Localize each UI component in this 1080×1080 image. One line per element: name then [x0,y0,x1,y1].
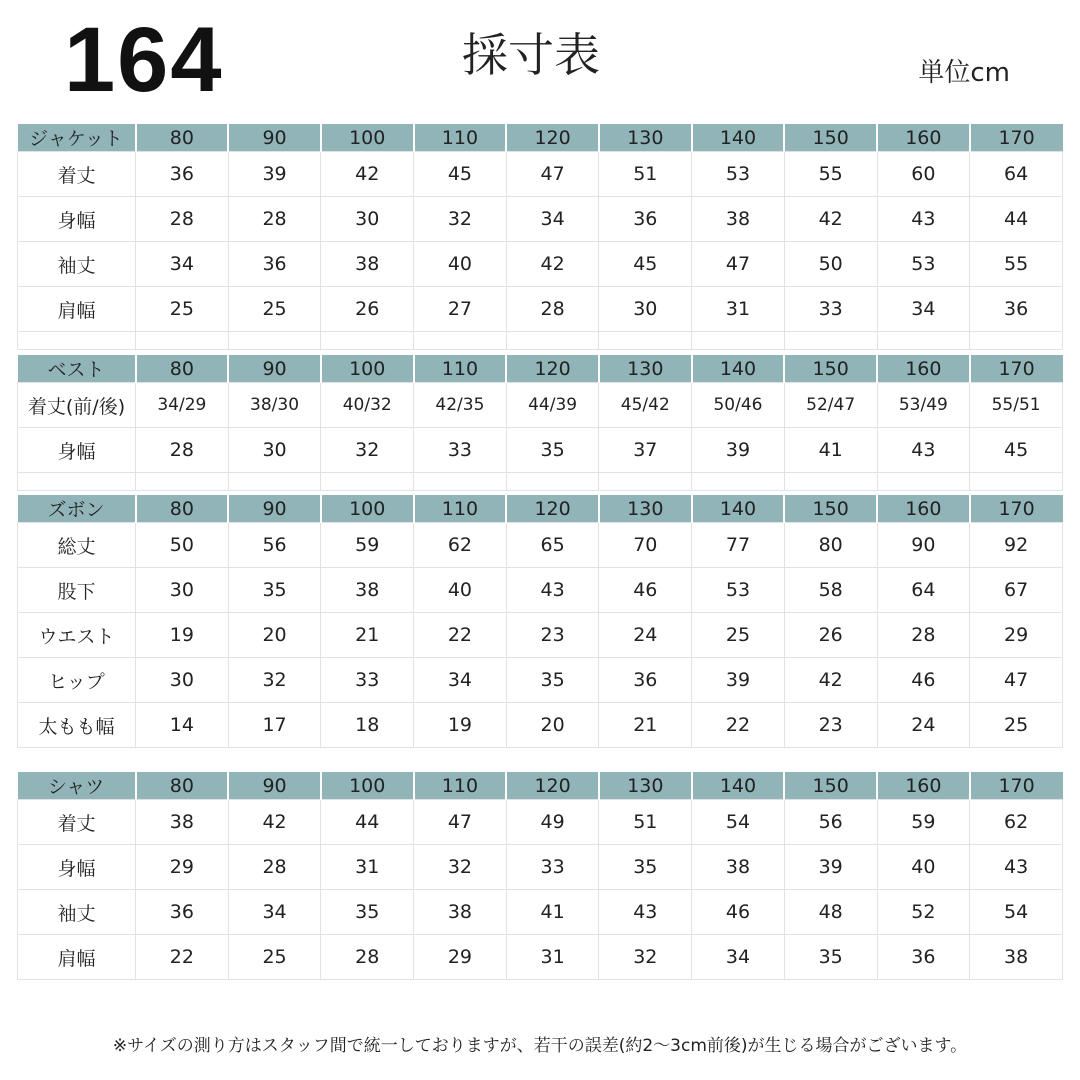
size-header: 160 [877,495,970,523]
page-title: 採寸表 [462,28,600,82]
table-cell: 46 [877,658,970,703]
size-header: 170 [970,124,1063,152]
table-header-row [18,495,1063,523]
table-cell: 30 [136,658,229,703]
table-cell: 32 [228,658,321,703]
size-header: 170 [970,772,1063,800]
table-cell: 37 [599,428,692,473]
table-cell: 67 [970,568,1063,613]
table-cell: 45 [970,428,1063,473]
table-cell: 39 [228,152,321,197]
table-cell: 19 [136,613,229,658]
table-cell: 36 [599,658,692,703]
measurement-label: 着丈 [18,152,136,197]
table-cell: 24 [599,613,692,658]
table-cell: 30 [228,428,321,473]
measurement-label: 袖丈 [18,242,136,287]
table-cell: 60 [877,152,970,197]
table-cell: 29 [136,845,229,890]
table-cell: 25 [970,703,1063,748]
size-header: 170 [970,355,1063,383]
jacket-size-table [17,124,1063,350]
empty-cell [414,473,507,491]
empty-cell [877,332,970,350]
table-header-row [18,355,1063,383]
table-cell: 43 [506,568,599,613]
table-cell: 34 [877,287,970,332]
table-cell: 25 [136,287,229,332]
table-cell: 25 [228,935,321,980]
empty-cell [599,332,692,350]
table-cell: 22 [692,703,785,748]
size-header: 80 [136,772,229,800]
measurement-label: 肩幅 [18,935,136,980]
table-cell: 32 [414,197,507,242]
table-cell: 29 [970,613,1063,658]
table-cell: 42 [321,152,414,197]
table-cell: 70 [599,523,692,568]
table-cell: 30 [599,287,692,332]
table-row [18,658,1063,703]
table-cell: 34/29 [136,383,229,428]
size-header: 140 [692,772,785,800]
size-header: 110 [414,124,507,152]
product-number: 164 [64,9,224,111]
measurement-label: 袖丈 [18,890,136,935]
table-cell: 55 [784,152,877,197]
table-cell: 55 [970,242,1063,287]
size-header: 140 [692,355,785,383]
table-cell: 36 [228,242,321,287]
table-cell: 40/32 [321,383,414,428]
table-cell: 36 [136,890,229,935]
table-cell: 36 [970,287,1063,332]
table-cell: 34 [506,197,599,242]
empty-cell [18,473,136,491]
section-name: ズボン [18,495,136,523]
size-header: 120 [506,772,599,800]
table-cell: 36 [877,935,970,980]
table-cell: 40 [414,242,507,287]
table-cell: 48 [784,890,877,935]
table-cell: 19 [414,703,507,748]
table-row [18,703,1063,748]
table-row [18,242,1063,287]
table-cell: 58 [784,568,877,613]
table-cell: 40 [414,568,507,613]
table-cell: 31 [321,845,414,890]
size-header: 100 [321,124,414,152]
table-row [18,568,1063,613]
size-header: 150 [784,355,877,383]
table-cell: 59 [877,800,970,845]
table-cell: 59 [321,523,414,568]
table-cell: 52/47 [784,383,877,428]
table-cell: 22 [414,613,507,658]
table-cell: 17 [228,703,321,748]
table-cell: 26 [321,287,414,332]
size-header: 110 [414,355,507,383]
size-header: 160 [877,772,970,800]
table-cell: 42 [784,658,877,703]
section-name: ジャケット [18,124,136,152]
size-header: 130 [599,355,692,383]
measurement-label: ウエスト [18,613,136,658]
table-cell: 39 [784,845,877,890]
table-cell: 29 [414,935,507,980]
table-cell: 38 [321,568,414,613]
table-cell: 50 [136,523,229,568]
table-cell: 20 [228,613,321,658]
table-cell: 21 [599,703,692,748]
section-name: シャツ [18,772,136,800]
table-cell: 41 [784,428,877,473]
table-cell: 53 [692,568,785,613]
table-cell: 43 [599,890,692,935]
size-header: 100 [321,772,414,800]
table-row [18,197,1063,242]
empty-cell [18,332,136,350]
table-cell: 24 [877,703,970,748]
table-cell: 62 [970,800,1063,845]
measurement-label: 太もも幅 [18,703,136,748]
size-header: 80 [136,124,229,152]
table-cell: 33 [506,845,599,890]
table-cell: 38 [970,935,1063,980]
table-cell: 54 [692,800,785,845]
empty-cell [414,332,507,350]
size-header: 80 [136,495,229,523]
table-cell: 43 [877,197,970,242]
table-cell: 36 [136,152,229,197]
size-header: 130 [599,772,692,800]
unit-label: 単位cm [918,58,1010,88]
table-cell: 38 [136,800,229,845]
empty-cell [784,473,877,491]
table-cell: 50/46 [692,383,785,428]
size-header: 170 [970,495,1063,523]
empty-cell [692,332,785,350]
table-cell: 46 [692,890,785,935]
measurement-footnote: ※サイズの測り方はスタッフ間で統一しておりますが、若干の誤差(約2〜3cm前後)が生じる場合がございます。 [112,1036,968,1056]
measurement-label: 着丈 [18,800,136,845]
table-cell: 22 [136,935,229,980]
table-cell: 28 [228,197,321,242]
size-header: 160 [877,355,970,383]
table-cell: 28 [136,428,229,473]
empty-cell [784,332,877,350]
size-header: 90 [228,495,321,523]
table-cell: 42/35 [414,383,507,428]
table-cell: 62 [414,523,507,568]
table-cell: 35 [599,845,692,890]
table-cell: 28 [321,935,414,980]
size-header: 90 [228,355,321,383]
table-row [18,845,1063,890]
table-cell: 51 [599,152,692,197]
empty-cell [970,332,1063,350]
size-header: 120 [506,124,599,152]
table-cell: 30 [136,568,229,613]
table-cell: 50 [784,242,877,287]
size-header: 150 [784,124,877,152]
table-cell: 26 [784,613,877,658]
table-row [18,383,1063,428]
table-row [18,523,1063,568]
table-cell: 45 [599,242,692,287]
table-cell: 18 [321,703,414,748]
table-cell: 14 [136,703,229,748]
size-header: 120 [506,495,599,523]
table-cell: 35 [784,935,877,980]
table-cell: 80 [784,523,877,568]
size-header: 90 [228,772,321,800]
table-cell: 38 [692,845,785,890]
empty-cell [599,473,692,491]
table-cell: 56 [228,523,321,568]
table-row [18,152,1063,197]
empty-cell [228,332,321,350]
table-cell: 33 [414,428,507,473]
size-header: 150 [784,772,877,800]
table-cell: 64 [877,568,970,613]
table-cell: 34 [228,890,321,935]
size-header: 110 [414,495,507,523]
table-cell: 38/30 [228,383,321,428]
table-cell: 90 [877,523,970,568]
size-header: 140 [692,124,785,152]
table-cell: 64 [970,152,1063,197]
table-cell: 32 [414,845,507,890]
table-cell: 46 [599,568,692,613]
size-header: 130 [599,495,692,523]
table-cell: 47 [414,800,507,845]
size-header: 90 [228,124,321,152]
size-header: 120 [506,355,599,383]
empty-cell [506,332,599,350]
empty-cell [506,473,599,491]
table-cell: 31 [692,287,785,332]
table-row [18,800,1063,845]
table-cell: 27 [414,287,507,332]
table-cell: 47 [506,152,599,197]
section-name: ベスト [18,355,136,383]
empty-cell [321,473,414,491]
table-cell: 51 [599,800,692,845]
measurement-label: 身幅 [18,845,136,890]
table-cell: 32 [599,935,692,980]
size-header: 130 [599,124,692,152]
table-cell: 43 [877,428,970,473]
table-row [18,613,1063,658]
table-cell: 77 [692,523,785,568]
table-cell: 25 [228,287,321,332]
table-cell: 53/49 [877,383,970,428]
table-cell: 35 [506,658,599,703]
table-cell: 52 [877,890,970,935]
table-cell: 44 [321,800,414,845]
table-cell: 23 [784,703,877,748]
size-header: 100 [321,495,414,523]
table-cell: 31 [506,935,599,980]
table-cell: 56 [784,800,877,845]
empty-cell [228,473,321,491]
table-cell: 33 [784,287,877,332]
table-cell: 38 [414,890,507,935]
table-cell: 23 [506,613,599,658]
table-cell: 39 [692,428,785,473]
table-cell: 54 [970,890,1063,935]
table-cell: 53 [877,242,970,287]
table-cell: 55/51 [970,383,1063,428]
table-cell: 44/39 [506,383,599,428]
table-cell: 38 [692,197,785,242]
table-cell: 47 [970,658,1063,703]
measurement-label: 身幅 [18,428,136,473]
table-cell: 30 [321,197,414,242]
size-header: 140 [692,495,785,523]
table-cell: 33 [321,658,414,703]
spacer-row [18,473,1063,491]
size-header: 150 [784,495,877,523]
table-cell: 25 [692,613,785,658]
table-cell: 45/42 [599,383,692,428]
table-cell: 28 [136,197,229,242]
table-cell: 34 [414,658,507,703]
table-cell: 28 [877,613,970,658]
table-header-row [18,772,1063,800]
table-row [18,890,1063,935]
table-cell: 42 [506,242,599,287]
measurement-label: 肩幅 [18,287,136,332]
table-cell: 35 [321,890,414,935]
table-cell: 65 [506,523,599,568]
table-cell: 34 [692,935,785,980]
table-cell: 40 [877,845,970,890]
table-cell: 41 [506,890,599,935]
empty-cell [321,332,414,350]
empty-cell [970,473,1063,491]
table-row [18,935,1063,980]
table-cell: 42 [784,197,877,242]
measurement-label: ヒップ [18,658,136,703]
size-header: 80 [136,355,229,383]
table-row [18,428,1063,473]
table-cell: 21 [321,613,414,658]
shirt-size-table [17,772,1063,980]
measurement-label: 股下 [18,568,136,613]
pants-size-table [17,495,1063,748]
table-cell: 36 [599,197,692,242]
size-header: 160 [877,124,970,152]
table-cell: 32 [321,428,414,473]
table-cell: 49 [506,800,599,845]
measurement-label: 着丈(前/後) [18,383,136,428]
table-cell: 38 [321,242,414,287]
table-cell: 47 [692,242,785,287]
empty-cell [877,473,970,491]
table-row [18,287,1063,332]
table-cell: 35 [228,568,321,613]
table-cell: 43 [970,845,1063,890]
table-cell: 53 [692,152,785,197]
measurement-label: 総丈 [18,523,136,568]
table-cell: 28 [506,287,599,332]
empty-cell [136,332,229,350]
table-cell: 92 [970,523,1063,568]
empty-cell [692,473,785,491]
table-cell: 44 [970,197,1063,242]
table-cell: 35 [506,428,599,473]
size-header: 100 [321,355,414,383]
empty-cell [136,473,229,491]
table-cell: 39 [692,658,785,703]
vest-size-table [17,355,1063,491]
size-header: 110 [414,772,507,800]
table-cell: 34 [136,242,229,287]
spacer-row [18,332,1063,350]
table-cell: 28 [228,845,321,890]
table-header-row [18,124,1063,152]
table-cell: 42 [228,800,321,845]
table-cell: 45 [414,152,507,197]
measurement-label: 身幅 [18,197,136,242]
table-cell: 20 [506,703,599,748]
